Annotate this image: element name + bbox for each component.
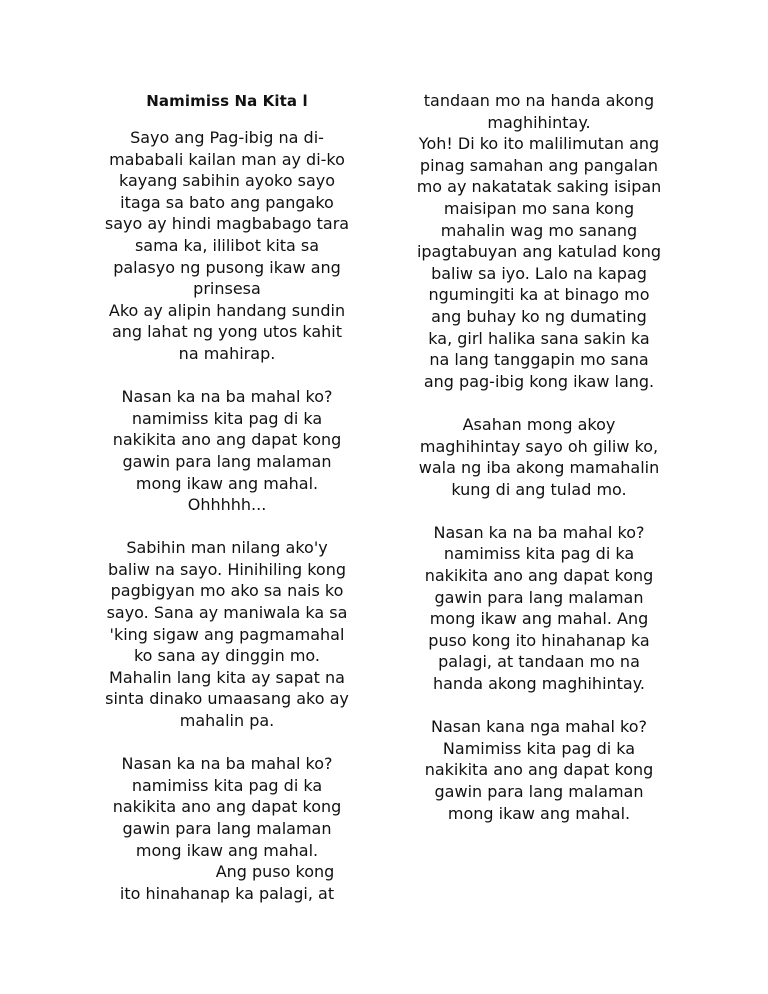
poem-line: ipagtabuyan ang katulad kong bbox=[416, 242, 662, 262]
stanza-left-4 bbox=[84, 753, 370, 904]
poem-line: mong ikaw ang mahal. Ang bbox=[429, 609, 649, 629]
poem-title: Namimiss Na Kita l bbox=[146, 92, 308, 110]
poem-line: namimiss kita pag di ka bbox=[131, 775, 323, 795]
poem-line: gawin para lang malaman bbox=[434, 782, 644, 801]
poem-line: kung di ang tulad mo. bbox=[451, 479, 627, 499]
poem-line: Nasan kana nga mahal ko? bbox=[431, 717, 647, 737]
stanza-right-3 bbox=[398, 522, 680, 695]
poem-line: tandaan mo na handa akong bbox=[423, 91, 655, 110]
poem-line: Nasan ka na ba mahal ko? bbox=[433, 522, 645, 542]
poem-line: puso kong ito hinahanap ka bbox=[428, 630, 650, 650]
poem-line: gawin para lang malaman bbox=[122, 451, 332, 471]
poem-line: nakikita ano ang dapat kong bbox=[112, 797, 342, 817]
poem-line: ka, girl halika sana sakin ka bbox=[428, 328, 650, 348]
poem-line: Nasan ka na ba mahal ko? bbox=[121, 754, 333, 774]
poem-line: Sabihin man nilang ako'y bbox=[126, 538, 328, 558]
right-column bbox=[398, 0, 680, 846]
poem-line: pinag samahan ang pangalan bbox=[419, 155, 659, 175]
poem-line: ngumingiti ka at binago mo bbox=[428, 285, 650, 305]
poem-line: mong ikaw ang mahal. bbox=[135, 840, 319, 860]
poem-line: na lang tanggapin mo sana bbox=[429, 350, 649, 370]
poem-line: Ohhhhh... bbox=[187, 495, 267, 515]
stanza-left-3 bbox=[84, 537, 370, 731]
poem-line: palagi, at tandaan mo na bbox=[438, 652, 640, 672]
poem-line: itaga sa bato ang pangako bbox=[120, 192, 334, 212]
poem-line: ang buhay ko ng dumating bbox=[431, 306, 647, 326]
poem-line: mong ikaw ang mahal. bbox=[135, 473, 319, 493]
poem-line: wala ng iba akong mamahalin bbox=[418, 458, 660, 478]
poem-line: pagbigyan mo ako sa nais ko bbox=[110, 581, 344, 601]
stanza-left-1 bbox=[84, 127, 370, 365]
poem-line: Mahalin lang kita ay sapat na bbox=[109, 667, 345, 687]
poem-line: ang pag-ibig kong ikaw lang. bbox=[423, 371, 655, 391]
poem-line: sayo. Sana ay maniwala ka sa bbox=[106, 603, 348, 623]
poem-line: nakikita ano ang dapat kong bbox=[424, 760, 654, 780]
poem-line: maghihintay sayo oh giliw ko, bbox=[419, 436, 659, 456]
poem-line: maisipan mo sana kong bbox=[443, 198, 635, 218]
poem-line: Ako ay alipin handang sundin bbox=[108, 300, 346, 320]
stanza-left-2 bbox=[84, 386, 370, 516]
poem-line: Sayo ang Pag-ibig na di- bbox=[130, 128, 324, 147]
left-column bbox=[84, 0, 370, 926]
poem-line: gawin para lang malaman bbox=[122, 819, 332, 838]
poem-line: mahalin pa. bbox=[179, 711, 275, 731]
poem-line: baliw na sayo. Hinihiling kong bbox=[107, 559, 347, 579]
poem-line: sama ka, ililibot kita sa bbox=[134, 235, 320, 255]
poem-line: mong ikaw ang mahal. bbox=[447, 803, 631, 823]
poem-line: Namimiss kita pag di ka bbox=[442, 738, 636, 758]
poem-line: Asahan mong akoy bbox=[462, 414, 616, 434]
poem-line: namimiss kita pag di ka bbox=[131, 408, 323, 428]
poem-line: gawin para lang malaman bbox=[434, 587, 644, 607]
poem-line: sayo ay hindi magbabago tara bbox=[104, 214, 350, 234]
poem-line: Nasan ka na ba mahal ko? bbox=[121, 387, 333, 407]
poem-line: baliw sa iyo. Lalo na kapag bbox=[431, 263, 647, 283]
poem-line: mo ay nakatatak saking isipan bbox=[416, 177, 662, 197]
poem-line: maghihintay. bbox=[487, 112, 591, 132]
poem-line: mahalin wag mo sanang bbox=[440, 220, 638, 240]
poem-line: sinta dinako umaasang ako ay bbox=[105, 689, 349, 709]
poem-line: ang lahat ng yong utos kahit bbox=[111, 322, 343, 342]
poem-line: Yoh! Di ko ito malilimutan ang bbox=[418, 134, 660, 154]
poem-line: namimiss kita pag di ka bbox=[443, 544, 635, 564]
poem-line: kayang sabihin ayoko sayo bbox=[118, 171, 336, 191]
stanza-right-1 bbox=[398, 90, 680, 392]
poem-line: ko sana ay dinggin mo. bbox=[133, 646, 320, 666]
poem-line: mababali kailan man ay di-ko bbox=[109, 149, 345, 169]
poem-line: 'king sigaw ang pagmamahal bbox=[109, 624, 345, 644]
poem-line: handa akong maghihintay. bbox=[432, 674, 645, 694]
poem-line: nakikita ano ang dapat kong bbox=[112, 430, 342, 450]
poem-line: palasyo ng pusong ikaw ang bbox=[113, 257, 341, 277]
poem-line: na mahirap. bbox=[178, 343, 276, 363]
poem-line: nakikita ano ang dapat kong bbox=[424, 566, 654, 586]
stanza-right-2 bbox=[398, 414, 680, 500]
poem-line: prinsesa bbox=[193, 279, 261, 299]
stanza-right-4 bbox=[398, 716, 680, 824]
poem-line: ito hinahanap ka palagi, at bbox=[119, 883, 335, 903]
poem-line: Ang puso kong bbox=[215, 862, 335, 882]
